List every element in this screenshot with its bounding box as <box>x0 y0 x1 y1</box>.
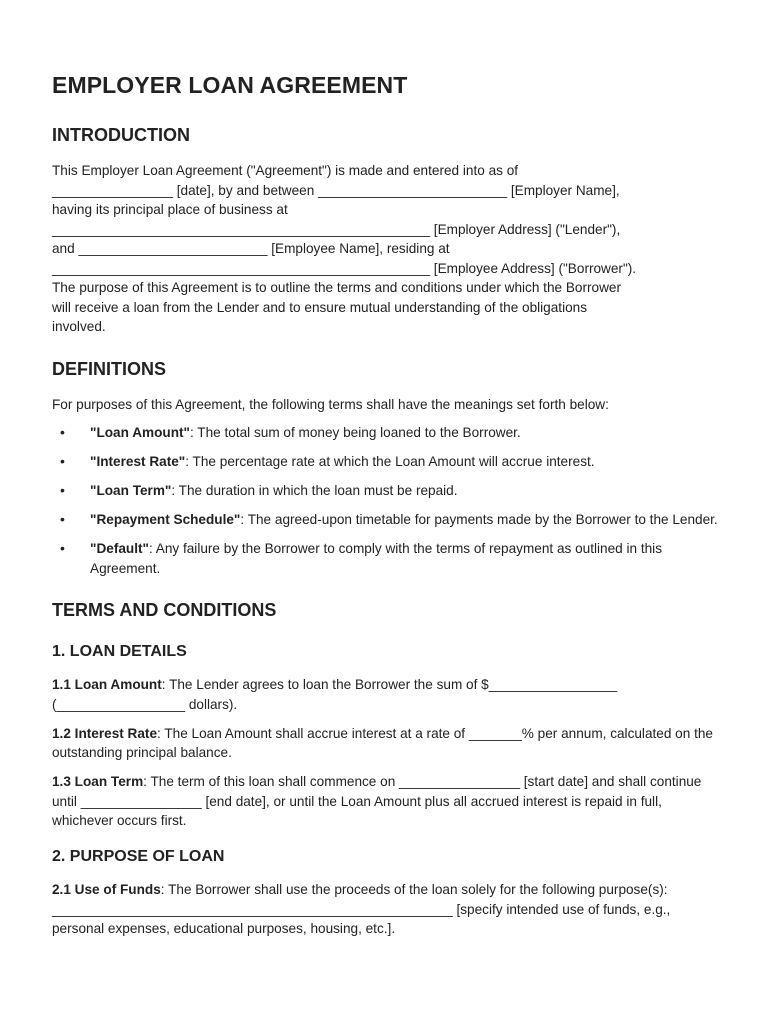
bullet-icon: • <box>60 511 65 527</box>
definition-item <box>52 423 718 443</box>
clause-text: : The Loan Amount shall accrue interest at a rate of _______% per annum, calculated on the outstanding principal balance. <box>52 725 713 760</box>
definition-text: : Any failure by the Borrower to comply with the terms of repayment as outlined in this Agreement. <box>90 541 662 576</box>
intro-line: involved. <box>52 319 106 334</box>
intro-line: ________________ [date], by and between _________________________ [Employer Name], <box>52 182 620 198</box>
clause-label: 1.1 Loan Amount <box>52 677 162 692</box>
definitions-heading: DEFINITIONS <box>52 358 167 379</box>
clause-1-1 <box>52 675 718 714</box>
bullet-icon: • <box>60 424 65 440</box>
clause-2-1 <box>52 880 718 939</box>
definition-item <box>52 510 718 530</box>
introduction-heading: INTRODUCTION <box>52 125 190 145</box>
spacer <box>52 840 718 848</box>
intro-line: and _________________________ [Employee Name], residing at <box>52 241 450 256</box>
definition-text: : The duration in which the loan must be repaid. <box>171 483 458 498</box>
clause-label: 2.1 Use of Funds <box>52 882 161 897</box>
intro-line: This Employer Loan Agreement ("Agreement") is made and entered into as of <box>52 163 519 178</box>
intro-line: __________________________________________________ [Employee Address] ("Borrower"). <box>52 260 637 276</box>
bullet-icon: • <box>60 540 65 556</box>
definition-term: "Repayment Schedule" <box>90 512 241 527</box>
definition-term: "Interest Rate" <box>90 454 186 469</box>
definition-term: "Loan Amount" <box>90 425 190 440</box>
definition-item <box>52 539 718 578</box>
definition-item <box>52 452 718 472</box>
clause-1-3 <box>52 772 718 831</box>
intro-line: The purpose of this Agreement is to outline the terms and conditions under which the Borrower <box>52 280 621 295</box>
definition-term: "Default" <box>90 541 149 556</box>
definitions-list <box>52 423 718 578</box>
definition-item <box>52 481 718 501</box>
clause-label: 1.3 Loan Term <box>52 774 144 789</box>
clause-text: : The Borrower shall use the proceeds of the loan solely for the following purpose(s): _____________________________________________________ [specify intended use of funds, e.g., personal expenses, educational purposes, housing, etc.]. <box>52 882 671 936</box>
definition-term: "Loan Term" <box>90 483 172 498</box>
clause-text: : The Lender agrees to loan the Borrower the sum of $_________________ (_________________ dollars). <box>52 677 618 712</box>
intro-line: will receive a loan from the Lender and to ensure mutual understanding of the obligations <box>52 299 588 315</box>
clause-text: : The term of this loan shall commence on ________________ [start date] and shall continue until ________________ [end date], or until the Loan Amount plus all accrued interest is repaid in full, whichever occurs first. <box>52 774 702 828</box>
introduction-paragraph <box>52 161 718 337</box>
intro-line: having its principal place of business at <box>52 202 288 217</box>
terms-heading: TERMS AND CONDITIONS <box>52 600 277 620</box>
definition-text: : The percentage rate at which the Loan Amount will accrue interest. <box>185 454 595 469</box>
bullet-icon: • <box>60 453 65 469</box>
clause-label: 1.2 Interest Rate <box>52 725 158 741</box>
definition-text: : The agreed-upon timetable for payments made by the Borrower to the Lender. <box>240 512 718 527</box>
definition-text: : The total sum of money being loaned to the Borrower. <box>189 425 521 440</box>
definitions-lead: For purposes of this Agreement, the following terms shall have the meanings set forth below: <box>52 396 609 412</box>
purpose-heading: 2. PURPOSE OF LOAN <box>52 848 225 865</box>
bullet-icon: • <box>60 482 65 498</box>
intro-line: __________________________________________________ [Employer Address] ("Lender"), <box>52 221 621 237</box>
document-title: EMPLOYER LOAN AGREEMENT <box>52 72 408 98</box>
clause-1-2 <box>52 724 718 763</box>
loan-details-heading: 1. LOAN DETAILS <box>52 643 187 660</box>
